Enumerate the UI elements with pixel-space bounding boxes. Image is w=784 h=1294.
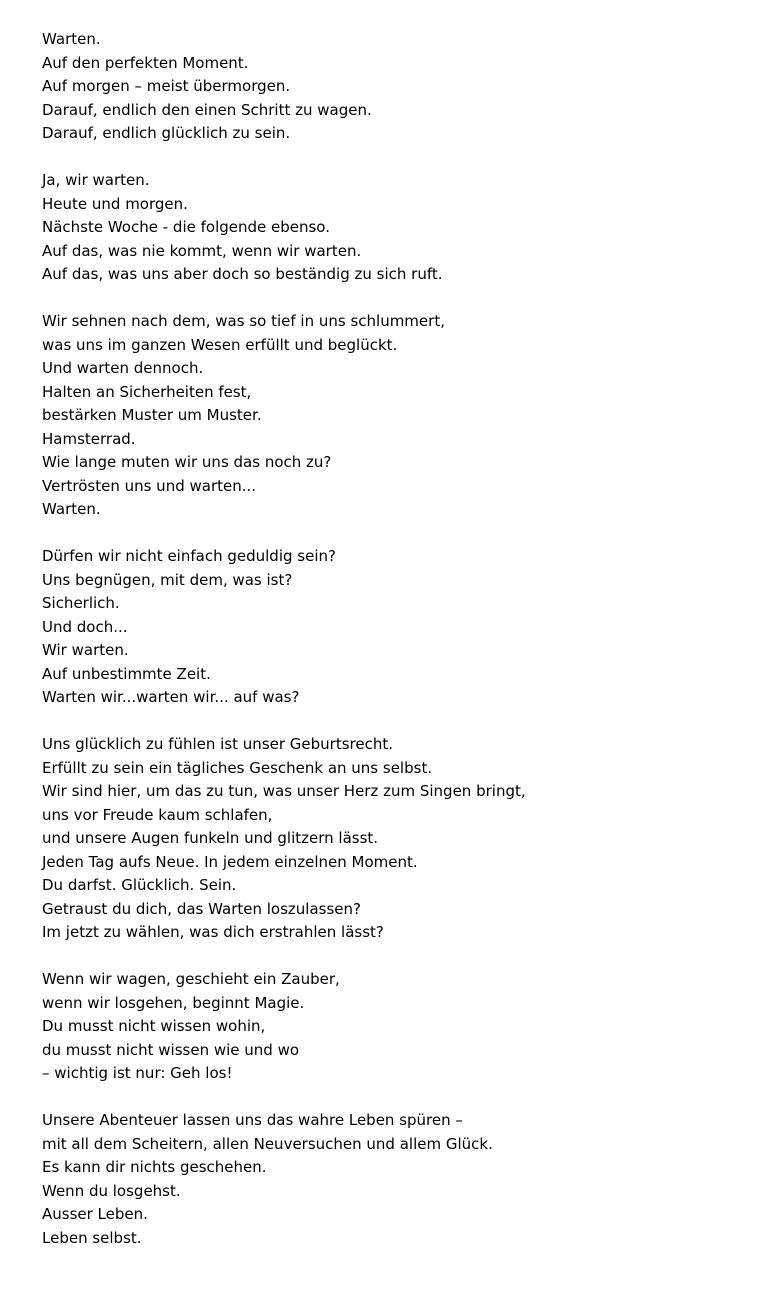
poem-line: Leben selbst. [42, 1228, 142, 1247]
poem-line: Warten. [42, 500, 101, 518]
poem-line: Ausser Leben. [42, 1205, 148, 1223]
poem-line: Sicherlich. [42, 594, 120, 612]
poem-line: Darauf, endlich den einen Schritt zu wagen. [42, 100, 372, 119]
poem-line: Vertrösten uns und warten... [42, 476, 257, 495]
poem-line: wenn wir losgehen, beginnt Magie. [42, 993, 305, 1012]
poem-line: Wir warten. [42, 641, 129, 659]
stanza-3 [42, 310, 762, 522]
poem-line: uns vor Freude kaum schlafen, [42, 805, 273, 824]
stanza-7 [42, 1109, 762, 1250]
poem-line: bestärken Muster um Muster. [42, 406, 262, 424]
poem-line: Auf morgen – meist übermorgen. [42, 77, 291, 95]
stanza-5 [42, 733, 762, 945]
poem-line: Darauf, endlich glücklich zu sein. [42, 124, 291, 142]
poem-line: Dürfen wir nicht einfach geduldig sein? [42, 547, 336, 565]
poem-line: Wenn du losgehst. [42, 1181, 181, 1200]
poem-line: Es kann dir nichts geschehen. [42, 1158, 267, 1176]
poem-line: Uns glücklich zu fühlen ist unser Geburtsrecht. [42, 735, 394, 753]
poem-line: Warten. [42, 30, 101, 48]
poem-line: Wir sind hier, um das zu tun, was unser Herz zum Singen bringt, [42, 782, 526, 800]
poem-text [42, 28, 762, 1274]
stanza-2 [42, 169, 762, 287]
poem-line: Nächste Woche - die folgende ebenso. [42, 218, 330, 236]
poem-line: Warten wir...warten wir... auf was? [42, 688, 300, 706]
poem-line: Und doch... [42, 617, 128, 636]
poem-line: Auf das, was uns aber doch so beständig zu sich ruft. [42, 265, 443, 283]
poem-line: du musst nicht wissen wie und wo [42, 1040, 300, 1059]
poem-line: und unsere Augen funkeln und glitzern lässt. [42, 829, 379, 847]
poem-line: Wir sehnen nach dem, was so tief in uns schlummert, [42, 312, 445, 330]
poem-line: Heute und morgen. [42, 194, 188, 213]
poem-line: Du musst nicht wissen wohin, [42, 1017, 266, 1035]
stanza-6 [42, 968, 762, 1086]
stanza-4 [42, 545, 762, 710]
poem-line: Du darfst. Glücklich. Sein. [42, 876, 237, 894]
poem-line: Und warten dennoch. [42, 359, 204, 377]
poem-line: Auf unbestimmte Zeit. [42, 664, 211, 683]
poem-line: Getraust du dich, das Warten loszulassen? [42, 899, 361, 918]
poem-line: Wenn wir wagen, geschieht ein Zauber, [42, 970, 340, 988]
poem-line: Erfüllt zu sein ein tägliches Geschenk an uns selbst. [42, 758, 433, 777]
poem-line: mit all dem Scheitern, allen Neuversuchen und allem Glück. [42, 1134, 493, 1153]
poem-line: was uns im ganzen Wesen erfüllt und beglückt. [42, 335, 398, 354]
poem-line: – wichtig ist nur: Geh los! [42, 1064, 233, 1082]
poem-line: Auf den perfekten Moment. [42, 53, 249, 72]
poem-line: Uns begnügen, mit dem, was ist? [42, 570, 293, 589]
poem-line: Im jetzt zu wählen, was dich erstrahlen lässt? [42, 923, 384, 941]
poem-line: Wie lange muten wir uns das noch zu? [42, 453, 332, 471]
poem-line: Jeden Tag aufs Neue. In jedem einzelnen Moment. [42, 852, 418, 871]
poem-line: Halten an Sicherheiten fest, [42, 382, 252, 401]
poem-line: Hamsterrad. [42, 429, 136, 448]
stanza-1 [42, 28, 762, 146]
poem-line: Auf das, was nie kommt, wenn wir warten. [42, 241, 362, 260]
poem-line: Ja, wir warten. [42, 171, 150, 189]
poem-line: Unsere Abenteuer lassen uns das wahre Leben spüren – [42, 1111, 463, 1129]
